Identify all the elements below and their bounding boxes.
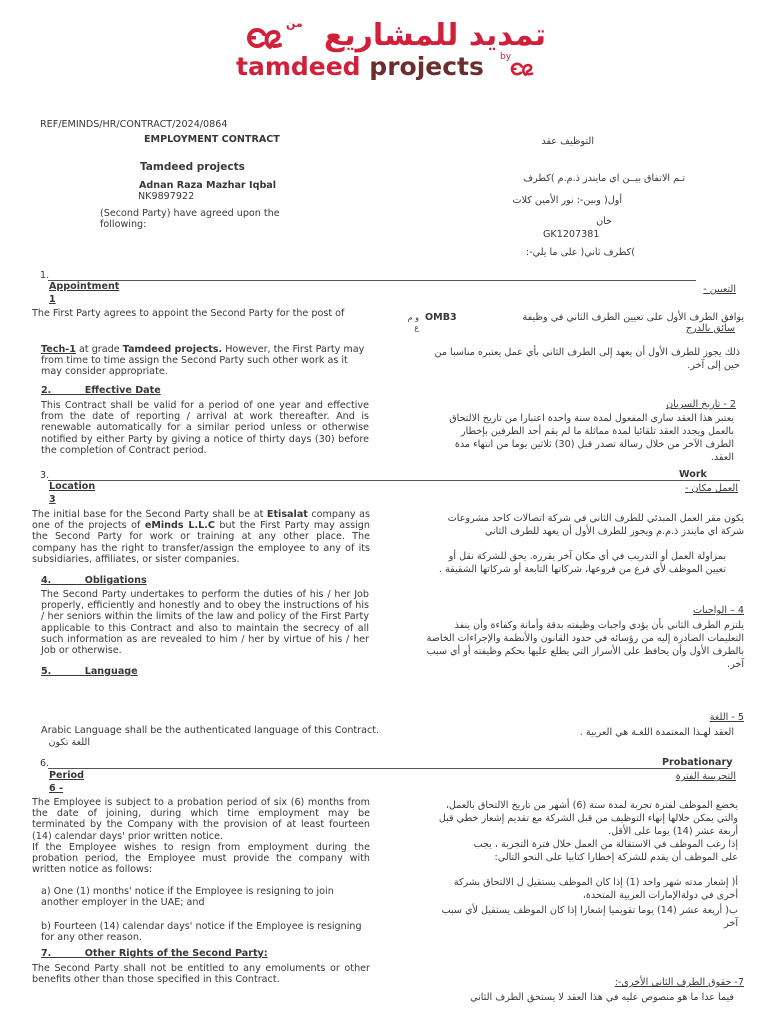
section6-word-ar: Probationary [662,757,733,768]
section1-rule [48,280,696,281]
section6-body2: If the Employee wishes to resign from employment during the probation period, the Employee must provide the company with written notice as follows: [32,842,370,876]
section1-title-ar: التعيين - [703,284,736,295]
company-ref: Tamdeed projects. [122,344,223,355]
section6-body3: a) One (1) months' notice if the Employee is resigning to join another employer in the UAE; and [41,886,334,909]
logo-wordmark [236,52,484,82]
section1-body2: Tech-1 at grade Tamdeed projects. However, the First Party may from time to time assign the Second Party such other work as it may consider appropriate. [41,344,365,378]
parties-ar-line3: خان [596,216,612,227]
section6-number: 6. [40,758,50,769]
section7-title-ar: 7- حقوق الطرف الثاني الأخرى-: [614,977,744,988]
section4-body-ar: يلتزم الطرف الثاني بأن يؤدي واجبات وظيفته بدقة وأمانة وكفاءة وأن ينفذ التعليمات الصادرة إليه من رؤسائه في حدود القانون والأنظمة والإجراءات الخاصة بالطرف الأول وأن يحافظ على الأسرار التي يطلع عليها بحكم وظيفته أو أي سبب آخر. [426,620,744,670]
logo-by: by [500,52,512,62]
section4-body: The Second Party undertakes to perform the duties of his / her Job properly, efficiently and honestly and to obey the instructions of his / her seniors within the limits of the law and policy of the First Party applicable to this Contract and also to maintain the secrecy of all such information as are revealed to him / her by virtue of his / her Job or otherwise. [41,589,369,657]
logo-word-tamdeed: tamdeed [236,52,361,81]
section6-sub: 6 - [49,783,63,794]
section4-title: 4. Obligations [41,575,147,586]
logo [232,16,562,84]
section2-title-ar: 2 - تاريخ السريان [666,399,736,410]
parties-ar-line1: تـم الاتفاق بيــن اي مايندز ذ.م.م )كطرف [523,173,685,184]
employer-name: eMinds L.L.C [144,520,215,532]
section2-title: 2. Effective Date [41,385,161,396]
section7-body: The Second Party shall not be entitled to any emoluments or other benefits other than those specified in this Contract. [32,963,370,986]
agreement-text: (Second Party) have agreed upon the following: [100,208,280,231]
section1-number: 1. [40,270,50,281]
section6-body4: b) Fourteen (14) calendar days' notice if the Employee is resigning for any other reason. [41,921,362,944]
section1-title: Appointment [49,281,120,292]
section6-body1: The Employee is subject to a probation period of six (6) months from the date of joining, during which time employment may be terminated by the Company with the provision of at least fourteen (14) calendar days' prior written notice. [32,797,370,842]
parties-ar-line2: أول( وبين-: نور الأمين كلات [512,195,622,206]
section3-rule [48,480,740,481]
section1-body2-ar: ذلك يجوز للطرف الأول أن يعهد إلى الطرف الثاني بأي عمل يعتبره مناسبا من حين إلى آخر. [434,347,740,371]
section1-body1-ar: يوافق الطرف الأول على تعيين الطرف الثاني في وظيفة [522,312,744,323]
section3-body1-ar: يكون مقر العمل المبدئي للطرف الثاني في شركة اتصالات كاحد مشروعات شركة اي مايندز ذ.م.م ويجوز للطرف الأول أن يعهد للطرف الثاني [447,513,744,537]
section3-title: Location [49,481,96,492]
section3-body: The initial base for the Second Party shall be at Etisalat company as one of the projects of eMinds L.L.C but the First Party may assign the Second Party for work or training at any other place. The company has the right to transfer/assign the employee to any of its subsidiaries, affiliates, or sister companies. [32,509,370,565]
section5-title: 5. Language [41,666,138,677]
section6-title: Period [49,770,85,781]
section2-body-ar: يعتبر هذا العقد ساري المفعول لمدة سنة واحدة اعتبارا من تاريخ الالتحاق بالعمل ويجدد العقد تلقائيا لمدة مماثلة ما لم يقم أحد الطرفين بإخطار الطرف الآخر من خلال رسالة تصدر قبل (30) ثلاثين يوما من انتهاء مدة العقد. [449,413,734,463]
etisalat-e-and-small-icon [510,58,536,80]
section6-body3-ar: أ( إشعار مدته شهر واحد (1) إذا كان الموظف يستقيل ل الالتحاق بشركة أخرى في دولةالإمارات العربية المتحدة، [453,877,738,901]
section6-body4-ar: ب( أربعة عشر (14) يوما تقويميا إشعارا إذا كان الموظف يستقيل لأي سبب آخر [441,905,738,929]
logo-arabic-mini: من [286,17,303,30]
section2-body: This Contract shall be valid for a period of one year and effective from the date of reporting / arrival at work thereafter. And is renewable automatically for a similar period unless or otherwise notified by either Party by giving a notice of thirty days (30) before the completion of Contract period. [41,400,369,456]
section5-body-tail-ar: اللغة تكون [48,737,90,748]
section3-number: 3. [40,470,50,481]
contract-title-en: EMPLOYMENT CONTRACT [144,134,280,145]
company-name: Tamdeed projects [140,161,245,173]
job-grade: Tech-1 [41,344,76,355]
section5-body: Arabic Language shall be the authenticated language of this Contract. [41,725,380,736]
section6-body2-ar: إذا رغب الموظف في الاستقالة من العمل خلال فترة التجربة ، يجب على الموظف أن يقدم للشركة إخطارا كتابيا على النحو التالي: [473,839,738,863]
section7-body-ar: فيما عدا ما هو منصوص عليه في هذا العقد لا يستحق الطرف الثاني [470,992,734,1003]
section5-title-ar: 5 - اللغة [709,712,744,723]
logo-word-projects: projects [369,52,484,81]
section3-title-ar: العمل مكان - [685,483,738,494]
reference-number: REF/EMINDS/HR/CONTRACT/2024/0864 [40,119,228,130]
section1-body1: The First Party agrees to appoint the Second Party for the post of [32,308,345,319]
employee-name: Adnan Raza Mazhar Iqbal [139,180,277,191]
section1-sub: 1 [49,294,56,305]
employee-id: NK9897922 [138,191,195,202]
section7-title: 7. Other Rights of the Second Party: [41,948,268,959]
section4-title-ar: 4 – الواجبات [693,605,744,616]
section1-body1b-ar: سائق بالدرج [685,323,735,334]
section6-rule [48,768,728,769]
section3-sub: 3 [49,494,56,505]
section1-side-ar: و م ع [407,313,419,332]
contract-title-ar: التوظيف عقد [541,136,594,147]
section6-body1-ar: يخضع الموظف لفترة تجربة لمدة ستة (6) أشهر من تاريخ الالتحاق بالعمل، والتي يمكن خلالها إنهاء التوظيف من قبل الشركة مع تقديم إشعار خطي قبل أربعة عشر (14) يوما على الأقل. [438,800,738,837]
section3-word-ar: Work [679,469,707,480]
logo-arabic: تمديد للمشاريع [323,18,546,53]
section3-body2-ar: بمزاولة العمل أو التدريب في أي مكان آخر يقرره. يحق للشركة نقل أو تعيين الموظف لأي فرع من فروعها، شركاتها التابعة أو شركاتها الشقيقة . [438,551,726,575]
language-name: Arabic [41,725,72,736]
section6-title-ar: التجريبية الفترة [675,771,736,782]
etisalat-e-and-icon [246,23,286,53]
client-name: Etisalat [266,509,308,520]
section5-body-ar: العقد لهـذا المعتمدة اللغـة هي العربية . [579,727,734,738]
parties-ar-line4: )كطرف ثاني( على ما يلي-: [525,247,635,258]
section1-code-ar: OMB3 [425,312,457,323]
parties-ar-id: GK1207381 [543,229,600,240]
